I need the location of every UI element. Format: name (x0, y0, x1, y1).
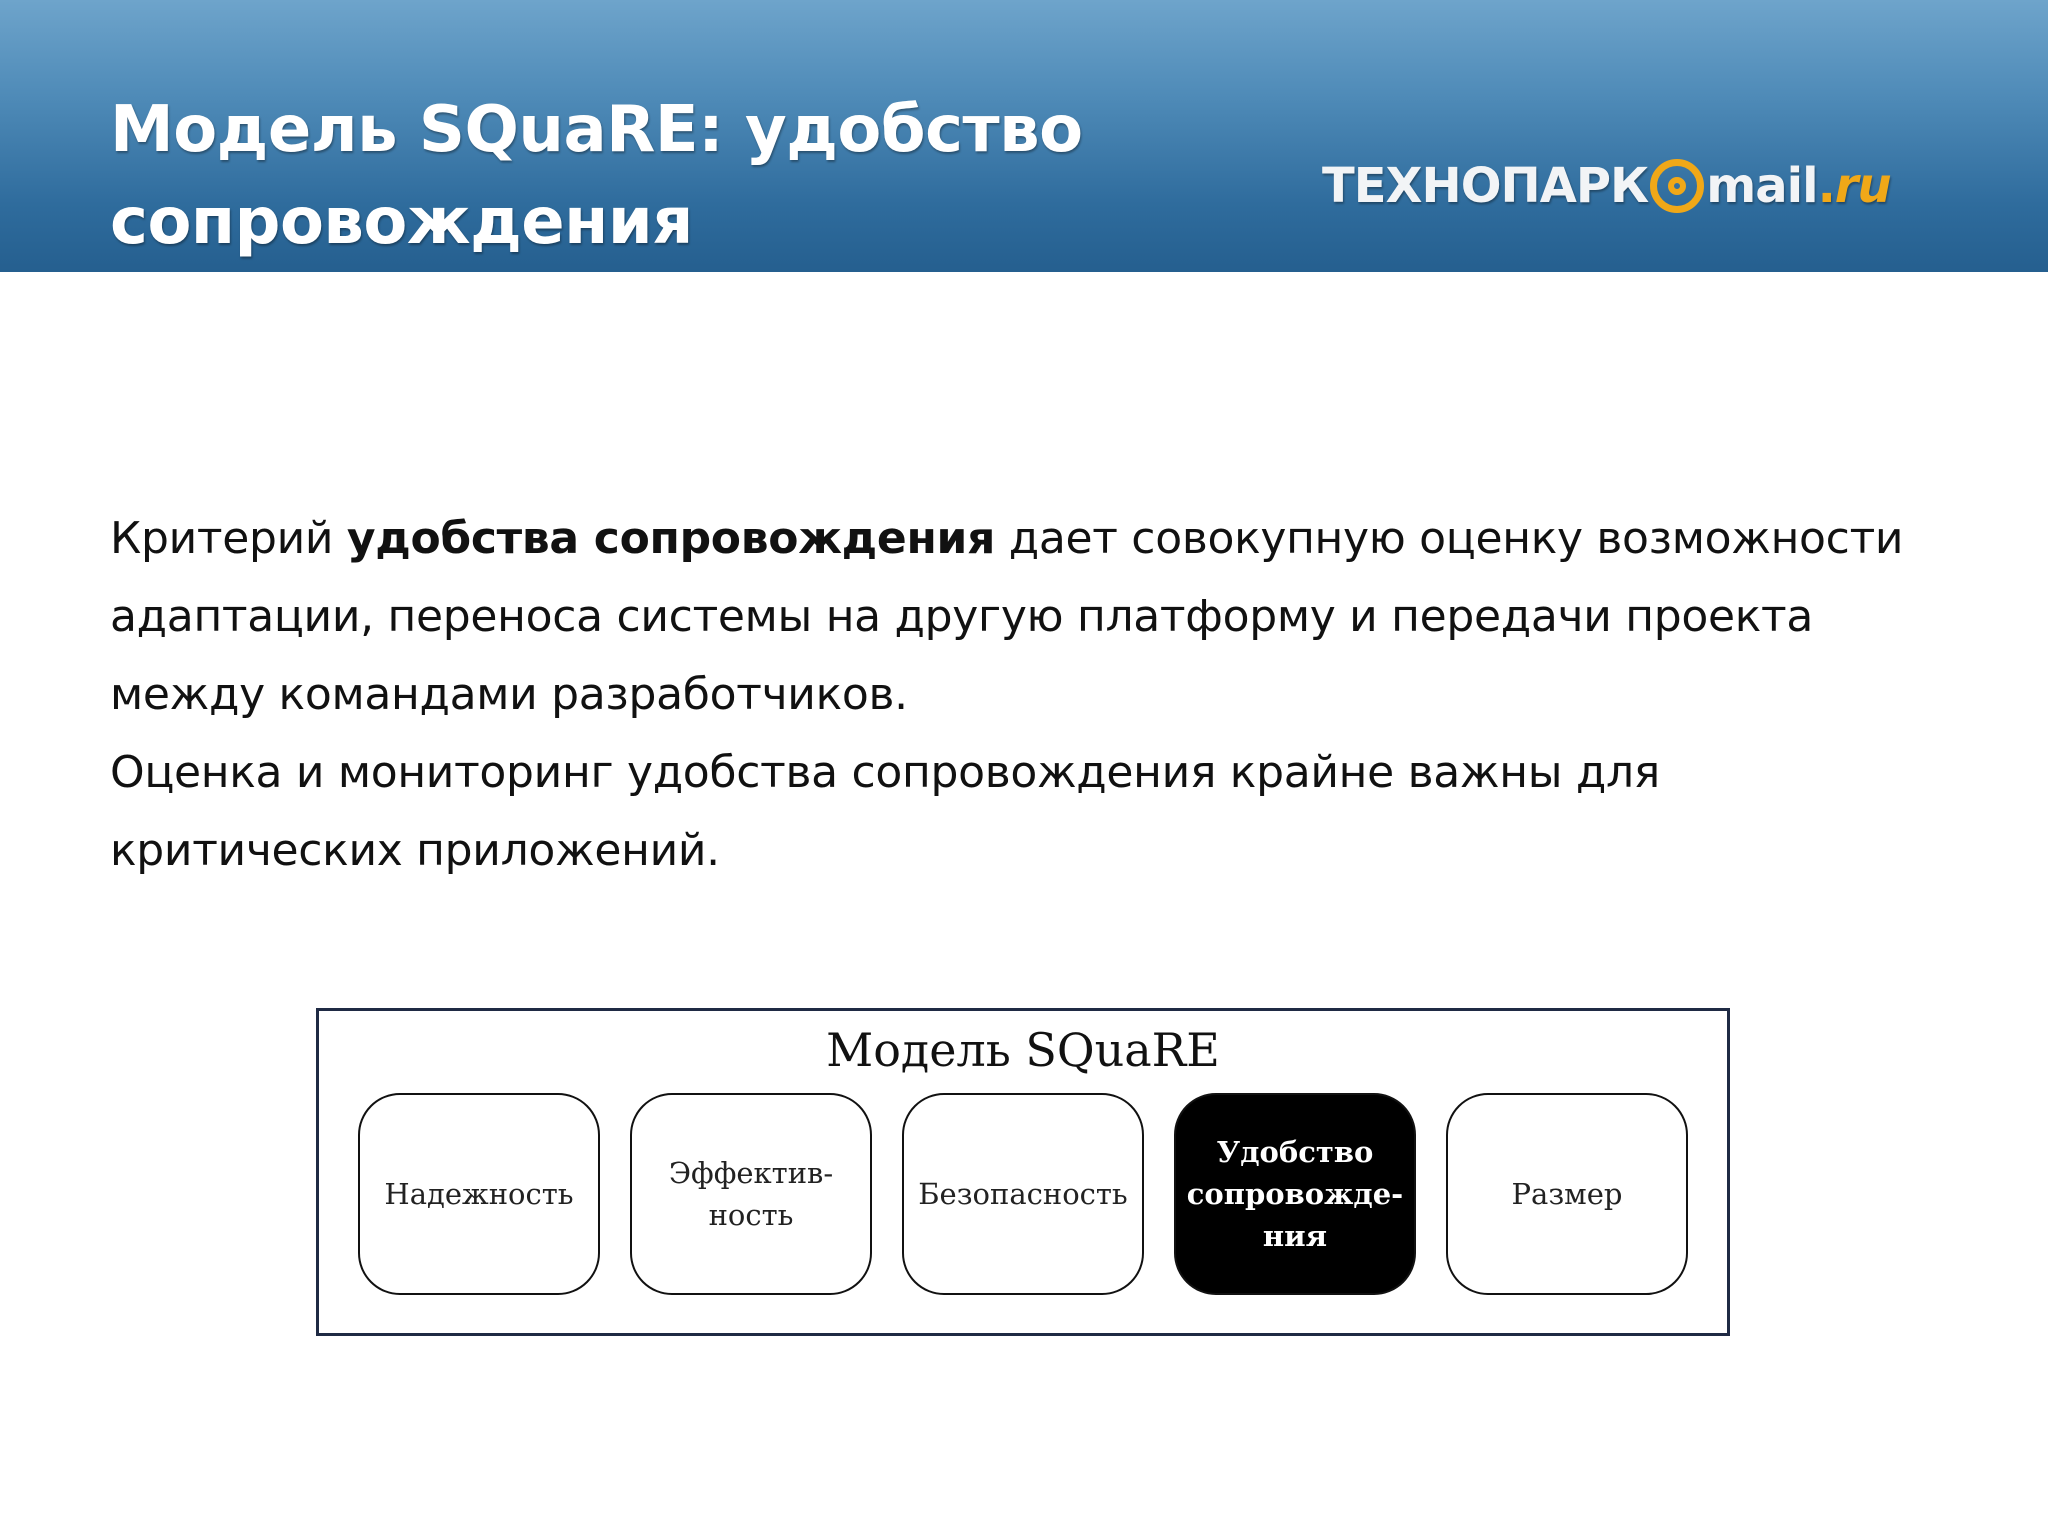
paragraph-1-lead: Критерий (110, 513, 347, 564)
logo-dot-text: . (1817, 158, 1835, 214)
technopark-mail-logo (1322, 156, 1891, 216)
criterion-efficiency: Эффектив- ность (630, 1093, 872, 1295)
criterion-reliability: Надежность (358, 1093, 600, 1295)
criterion-security: Безопасность (902, 1093, 1144, 1295)
paragraph-1-emphasis: удобства сопровождения (346, 513, 996, 564)
body-paragraph-2: Оценка и мониторинг удобства сопровождения крайне важны для критических приложений. (110, 747, 1660, 876)
diagram-title: Модель SQuaRE (826, 1023, 1220, 1077)
logo-mail-text: mail (1706, 158, 1818, 214)
criterion-size: Размер (1446, 1093, 1688, 1295)
square-model-diagram (316, 1008, 1730, 1336)
slide-title: Модель SQuaRE: удобство сопровождения (110, 93, 1083, 259)
criterion-maintainability: Удобство сопровожде- ния (1174, 1093, 1416, 1295)
slide-header (0, 0, 2048, 272)
slide-body (110, 500, 1960, 890)
body-paragraph-1 (110, 500, 1960, 734)
logo-ru-text: ru (1834, 158, 1891, 214)
at-sign-icon (1650, 159, 1704, 213)
paragraph-1-rest: дает совокупную оценку возможности адаптации, переноса системы на другую платформу и передачи проекта между командами разработчиков. (110, 513, 1904, 720)
logo-technopark-text: ТЕХНОПАРК (1322, 158, 1649, 214)
